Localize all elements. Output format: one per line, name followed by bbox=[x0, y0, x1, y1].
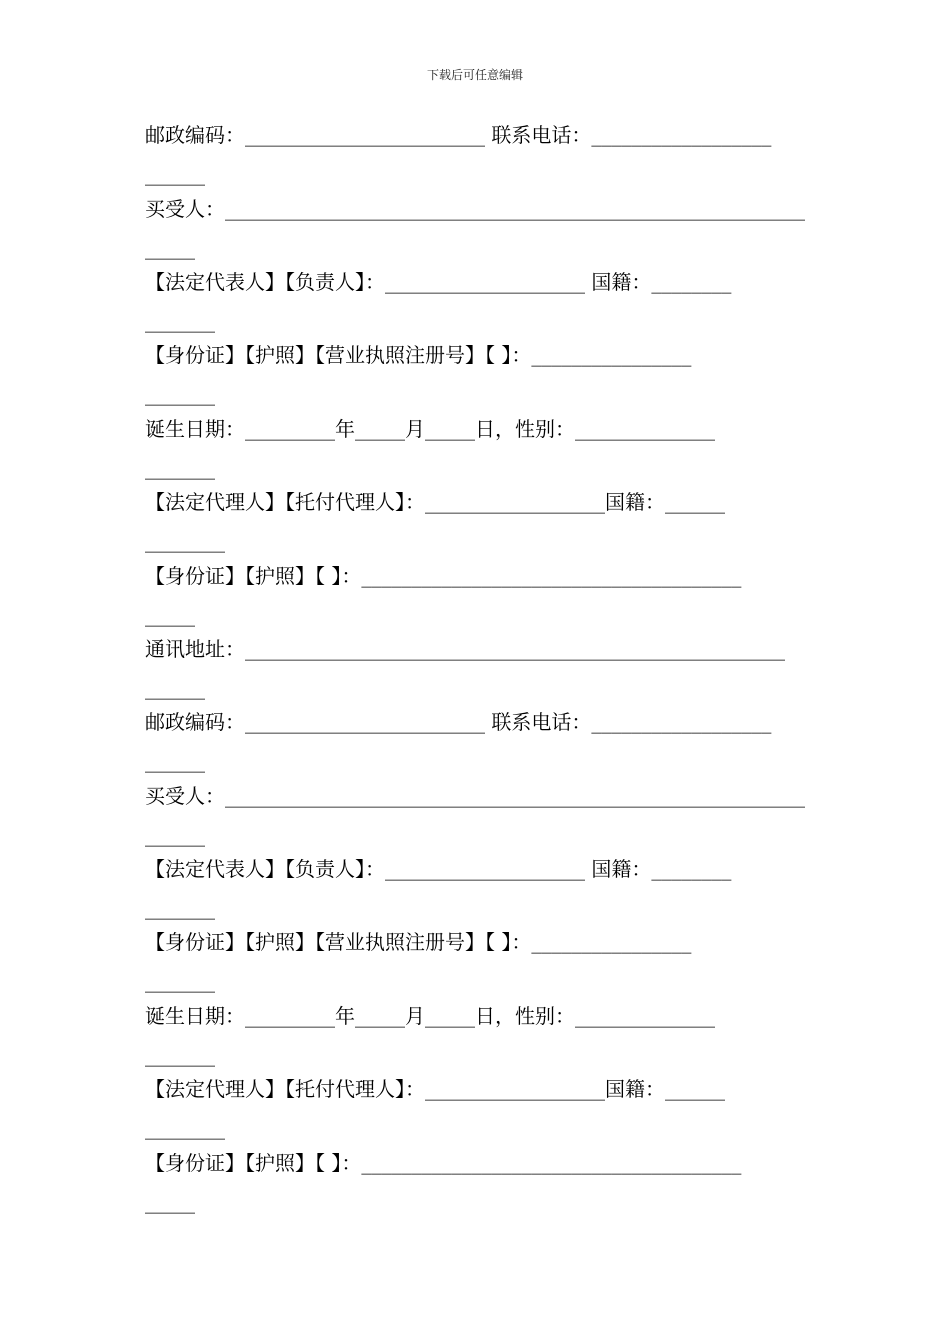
birth-date-line-1: 诞生日期：_________年_____月_____日，性别：______________ bbox=[145, 417, 715, 441]
line-continuation: _______ bbox=[145, 896, 215, 920]
line-continuation: _____ bbox=[145, 1190, 195, 1214]
line-continuation: _______ bbox=[145, 969, 215, 993]
page-header: 下载后可任意编辑 bbox=[426, 68, 523, 82]
line-continuation: ______ bbox=[145, 823, 205, 847]
line-continuation: _____ bbox=[145, 236, 195, 260]
line-continuation: _______ bbox=[145, 382, 215, 406]
line-continuation: ______ bbox=[145, 162, 205, 186]
agent-id-line-1: 【身份证】【护照】【 】：______________________________________ bbox=[145, 564, 742, 588]
id-document-line-1: 【身份证】【护照】【营业执照注册号】【 】：________________ bbox=[145, 343, 692, 367]
buyer-line-1: 买受人：__________________________________________________________ bbox=[145, 197, 805, 221]
id-document-line-2: 【身份证】【护照】【营业执照注册号】【 】：________________ bbox=[145, 930, 692, 954]
line-continuation: ________ bbox=[145, 529, 225, 553]
buyer-line-2: 买受人：__________________________________________________________ bbox=[145, 784, 805, 808]
legal-representative-line-1: 【法定代表人】【负责人】：____________________ 国籍：________ bbox=[145, 270, 732, 294]
address-line: 通讯地址：______________________________________________________ bbox=[145, 637, 785, 661]
line-continuation: _______ bbox=[145, 1043, 215, 1067]
postal-code-line-1: 邮政编码：________________________ 联系电话：__________________ bbox=[145, 123, 772, 147]
agent-id-line-2: 【身份证】【护照】【 】：______________________________________ bbox=[145, 1151, 742, 1175]
birth-date-line-2: 诞生日期：_________年_____月_____日，性别：______________ bbox=[145, 1004, 715, 1028]
legal-agent-line-2: 【法定代理人】【托付代理人】：__________________国籍：______ bbox=[145, 1077, 725, 1101]
line-continuation: ______ bbox=[145, 676, 205, 700]
legal-agent-line-1: 【法定代理人】【托付代理人】：__________________国籍：______ bbox=[145, 490, 725, 514]
line-continuation: ______ bbox=[145, 749, 205, 773]
line-continuation: _______ bbox=[145, 456, 215, 480]
line-continuation: _____ bbox=[145, 603, 195, 627]
postal-code-line-2: 邮政编码：________________________ 联系电话：__________________ bbox=[145, 710, 772, 734]
legal-representative-line-2: 【法定代表人】【负责人】：____________________ 国籍：________ bbox=[145, 857, 732, 881]
line-continuation: ________ bbox=[145, 1116, 225, 1140]
line-continuation: _______ bbox=[145, 309, 215, 333]
